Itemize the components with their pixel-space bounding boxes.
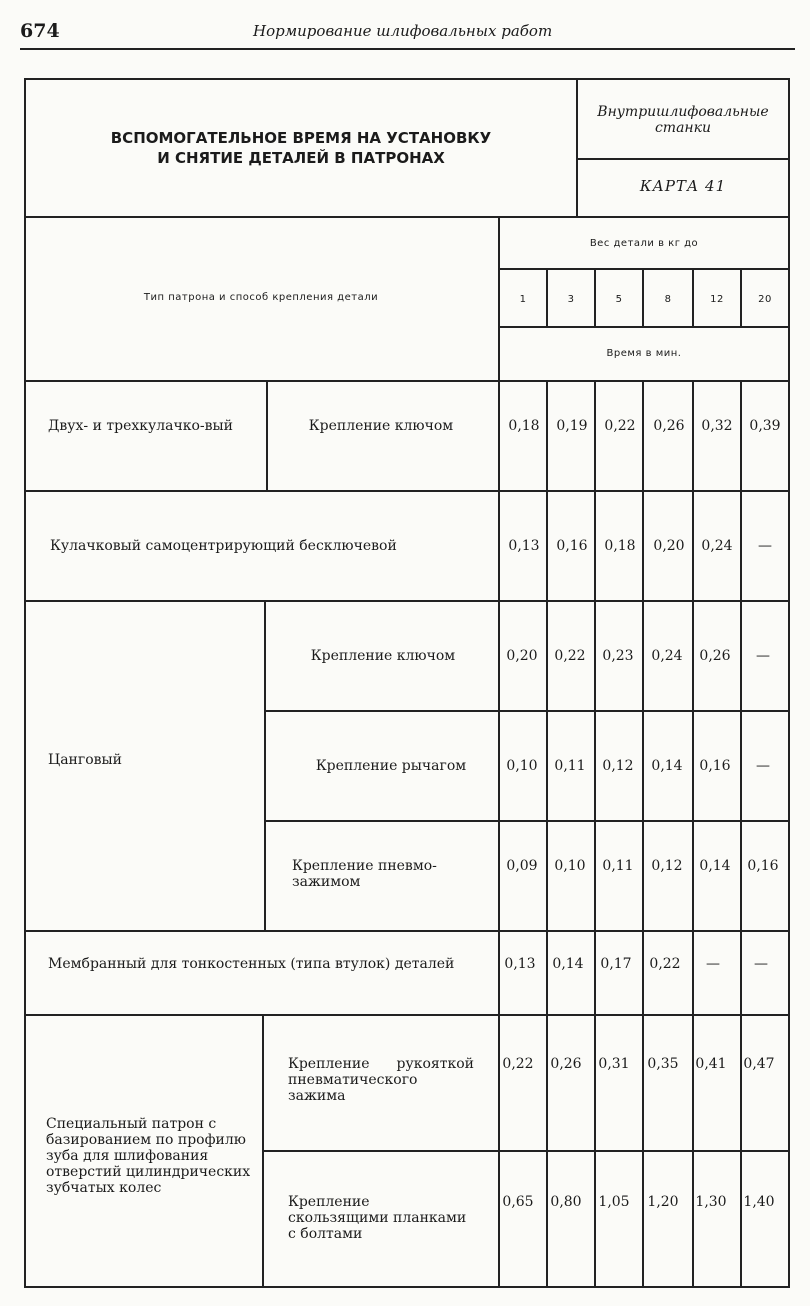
weight-8: 8	[664, 294, 672, 305]
value-cell: 0,26	[699, 648, 731, 664]
value-cell: 0,24	[651, 648, 683, 664]
value-cell: 1,40	[743, 1194, 775, 1210]
row-divider	[26, 600, 788, 602]
value-cell: 0,17	[600, 956, 632, 972]
value-cell: 0,16	[699, 758, 731, 774]
card-title-line1: ВСПОМОГАТЕЛЬНОЕ ВРЕМЯ НА УСТАНОВКУ	[110, 129, 492, 147]
weight-header-divider	[500, 268, 788, 270]
value-cell: 0,39	[749, 418, 781, 434]
machine-type-line1: Внутришлифовальные	[597, 104, 769, 120]
value-cell: 0,18	[508, 418, 540, 434]
value-cell: —	[756, 758, 770, 774]
value-cell: 0,35	[647, 1056, 679, 1072]
value-cell: 0,11	[554, 758, 586, 774]
value-cell: 0,22	[649, 956, 681, 972]
row-header: Тип патрона и способ крепления детали	[143, 292, 379, 303]
value-cell: —	[706, 956, 720, 972]
value-cell: —	[756, 648, 770, 664]
value-cell: 0,22	[502, 1056, 534, 1072]
value-cell: —	[754, 956, 768, 972]
value-cell: 0,80	[550, 1194, 582, 1210]
value-cell: 0,14	[552, 956, 584, 972]
value-cell: 0,31	[598, 1056, 630, 1072]
value-cell: 0,65	[502, 1194, 534, 1210]
value-cell: 0,16	[747, 858, 779, 874]
fixing-method: Крепление рукояткой пневматического зажима	[288, 1056, 474, 1104]
value-cell: 0,19	[556, 418, 588, 434]
value-cell: 0,22	[604, 418, 636, 434]
title-vertical-divider	[576, 80, 578, 216]
value-cell: 0,32	[701, 418, 733, 434]
machine-divider	[576, 158, 788, 160]
fixing-method: Крепление пневмо-зажимом	[292, 858, 437, 890]
row-divider	[264, 820, 788, 822]
norm-card	[24, 78, 790, 1288]
row-divider	[26, 930, 788, 932]
chuck-type: Двух- и трехкулачко-вый	[48, 418, 233, 434]
value-cell: 0,10	[554, 858, 586, 874]
fixing-method: Крепление ключом	[308, 418, 454, 434]
value-cell: 0,13	[508, 538, 540, 554]
page-header	[20, 20, 795, 48]
value-cell: 0,14	[651, 758, 683, 774]
row-divider	[264, 1150, 788, 1152]
chuck-type: Специальный патрон с базированием по профилю зуба для шлифования отверстий цилиндрических зубчатых колес	[46, 1116, 251, 1196]
header-bottom-divider	[26, 380, 788, 382]
method-col-div	[266, 380, 268, 490]
value-cell: 0,18	[604, 538, 636, 554]
chuck-type: Кулачковый самоцентрирующий бесключевой	[50, 538, 397, 554]
running-title: Нормирование шлифовальных работ	[253, 22, 553, 40]
value-cell: 0,12	[602, 758, 634, 774]
value-cell: —	[758, 538, 772, 554]
row-divider	[26, 490, 788, 492]
header-rule	[20, 48, 795, 50]
value-cell: 0,20	[506, 648, 538, 664]
time-header: Время в мин.	[606, 348, 682, 359]
row-divider	[26, 1014, 788, 1016]
value-cell: 0,10	[506, 758, 538, 774]
machine-type-line2: станки	[654, 120, 712, 136]
values-left-border	[498, 216, 500, 1286]
machine-type	[578, 104, 788, 136]
value-cell: 0,23	[602, 648, 634, 664]
chuck-type: Цанговый	[48, 752, 123, 768]
value-cell: 0,11	[602, 858, 634, 874]
weight-12: 12	[710, 294, 724, 305]
page-number: 674	[20, 20, 60, 42]
value-cell: 0,41	[695, 1056, 727, 1072]
weight-1: 1	[519, 294, 527, 305]
card-number: КАРТА 41	[639, 177, 727, 195]
value-cell: 0,24	[701, 538, 733, 554]
fixing-method: Крепление рычагом	[315, 758, 467, 774]
value-cell: 0,12	[651, 858, 683, 874]
value-cell: 1,05	[598, 1194, 630, 1210]
value-cell: 1,20	[647, 1194, 679, 1210]
chuck-type: Мембранный для тонкостенных (типа втулок) деталей	[48, 956, 455, 972]
title-divider	[26, 216, 788, 218]
weight-header: Вес детали в кг до	[589, 238, 699, 249]
fixing-method: Крепление ключом	[310, 648, 456, 664]
value-cell: 0,20	[653, 538, 685, 554]
value-cell: 0,26	[653, 418, 685, 434]
method-col-div	[262, 1014, 264, 1286]
value-cell: 1,30	[695, 1194, 727, 1210]
value-cell: 0,16	[556, 538, 588, 554]
fixing-method: Крепление скользящими планками с болтами	[288, 1194, 467, 1242]
value-cell: 0,47	[743, 1056, 775, 1072]
weight-20: 20	[758, 294, 772, 305]
value-cell: 0,13	[504, 956, 536, 972]
method-col-div	[264, 600, 266, 930]
weight-5: 5	[615, 294, 623, 305]
value-cell: 0,26	[550, 1056, 582, 1072]
row-divider	[264, 710, 788, 712]
value-cell: 0,14	[699, 858, 731, 874]
value-cell: 0,09	[506, 858, 538, 874]
weight-3: 3	[567, 294, 575, 305]
weights-divider	[500, 326, 788, 328]
card-title-line2: И СНЯТИЕ ДЕТАЛЕЙ В ПАТРОНАХ	[157, 149, 445, 167]
card-title	[46, 128, 556, 168]
value-cell: 0,22	[554, 648, 586, 664]
